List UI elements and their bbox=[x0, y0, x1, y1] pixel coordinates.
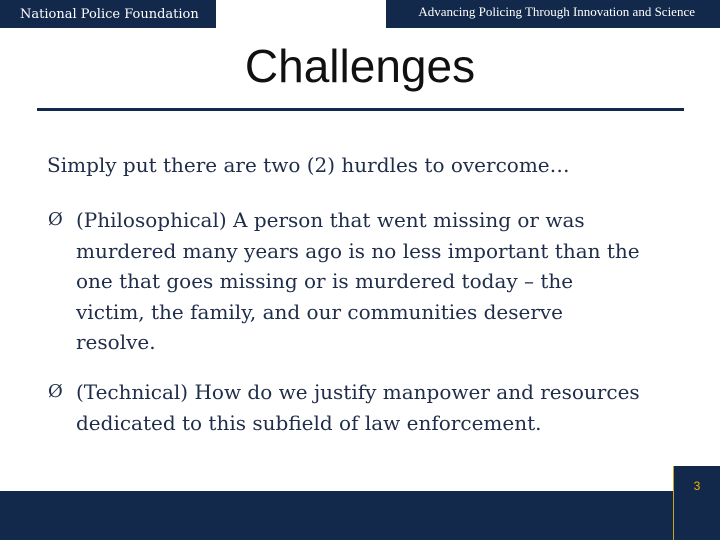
footer-bar bbox=[0, 491, 720, 540]
arrow-bullet-icon: Ø bbox=[48, 381, 63, 402]
bullet-text: (Technical) How do we justify manpower and resources dedicated to this subfield of law enforcement. bbox=[76, 380, 640, 435]
intro-text: Simply put there are two (2) hurdles to overcome… bbox=[47, 153, 570, 177]
organization-tagline: Advancing Policing Through Innovation and Science bbox=[386, 0, 720, 28]
page-number-box bbox=[673, 466, 720, 540]
bullet-item-technical bbox=[48, 377, 648, 438]
bullet-item-philosophical bbox=[48, 205, 648, 358]
bullet-text: (Philosophical) A person that went missing or was murdered many years ago is no less important than the one that goes missing or is murdered today – the victim, the family, and our communities deserve resolve. bbox=[76, 208, 640, 354]
title-divider bbox=[37, 108, 684, 111]
header-bar bbox=[0, 0, 720, 28]
page-number: 3 bbox=[693, 479, 701, 493]
arrow-bullet-icon: Ø bbox=[48, 209, 63, 230]
slide-title: Challenges bbox=[244, 40, 476, 92]
organization-name: National Police Foundation bbox=[0, 0, 216, 28]
